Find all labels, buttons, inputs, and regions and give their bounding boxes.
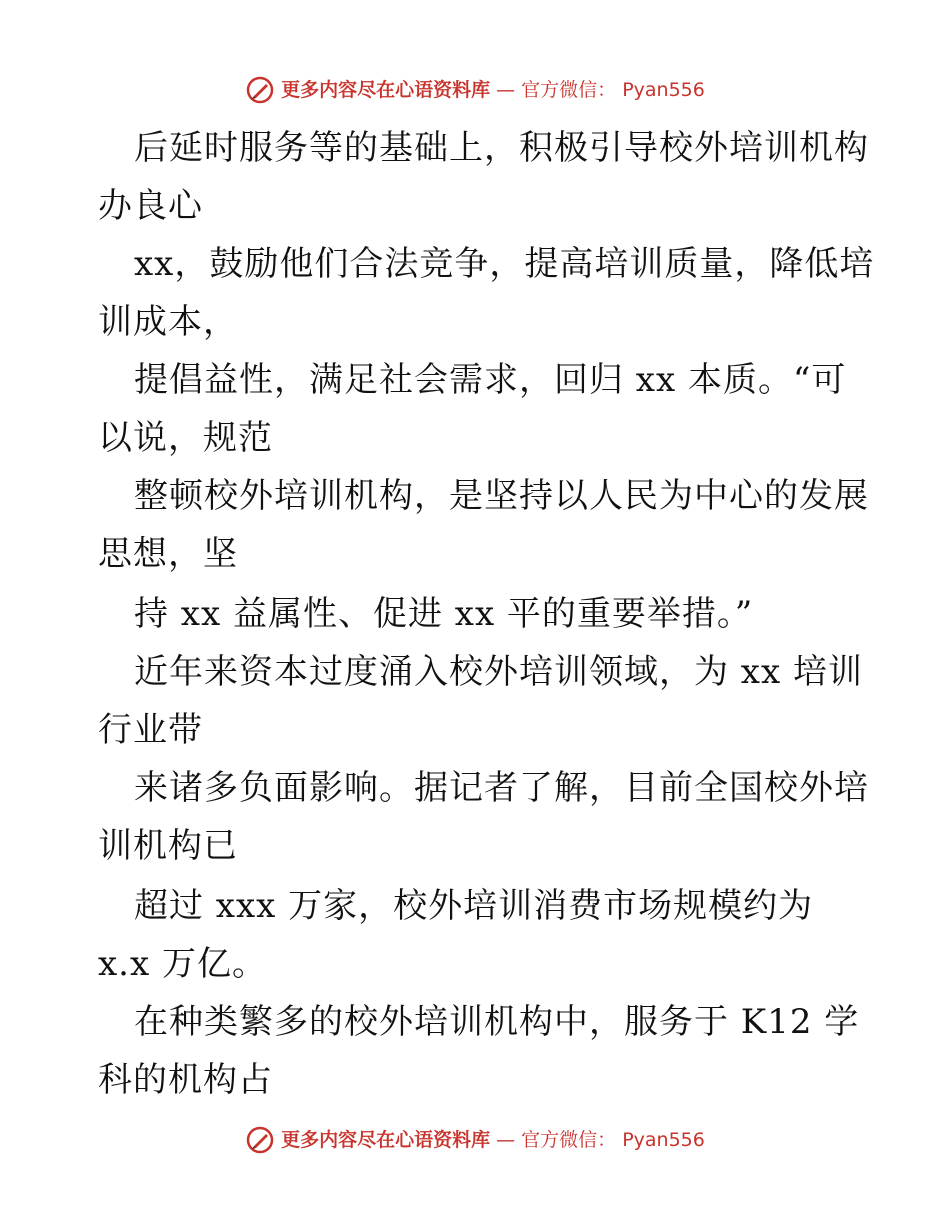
footer-watermark [0, 1125, 950, 1155]
text-line: 训成本， [98, 302, 238, 342]
quill-pen-logo-icon [245, 1125, 275, 1155]
watermark-id: Pyan556 [622, 1129, 705, 1151]
watermark-separator: — [496, 1129, 516, 1151]
text-line: 提倡益性，满足社会需求，回归 xx 本质。“可 [134, 360, 847, 400]
text-line: 办良心 [98, 186, 203, 226]
text-line: x.x 万亿。 [98, 944, 267, 984]
watermark-label: 官方微信： [521, 1129, 617, 1151]
text-line: 后延时服务等的基础上，积极引导校外培训机构 [134, 128, 869, 168]
watermark-label: 官方微信： [521, 79, 617, 101]
watermark-brand: 更多内容尽在心语资料库 [281, 79, 491, 101]
text-line: 来诸多负面影响。据记者了解，目前全国校外培 [134, 768, 869, 808]
text-line: xx，鼓励他们合法竞争，提高培训质量，降低培 [134, 244, 875, 284]
text-line: 科的机构占 [98, 1060, 273, 1100]
text-line: 在种类繁多的校外培训机构中，服务于 K12 学 [134, 1002, 860, 1042]
watermark-brand: 更多内容尽在心语资料库 [281, 1129, 491, 1151]
text-line: 近年来资本过度涌入校外培训领域，为 xx 培训 [134, 652, 863, 692]
watermark-separator: — [496, 79, 516, 101]
text-line: 行业带 [98, 710, 203, 750]
header-watermark [0, 75, 950, 105]
text-line: 训机构已 [98, 826, 238, 866]
text-line: 持 xx 益属性、促进 xx 平的重要举措。” [134, 594, 754, 634]
text-line: 超过 xxx 万家，校外培训消费市场规模约为 [134, 886, 814, 926]
text-line: 思想，坚 [98, 534, 238, 574]
text-line: 整顿校外培训机构，是坚持以人民为中心的发展 [134, 476, 869, 516]
quill-pen-logo-icon [245, 75, 275, 105]
text-line: 以说，规范 [98, 418, 273, 458]
watermark-id: Pyan556 [622, 79, 705, 101]
